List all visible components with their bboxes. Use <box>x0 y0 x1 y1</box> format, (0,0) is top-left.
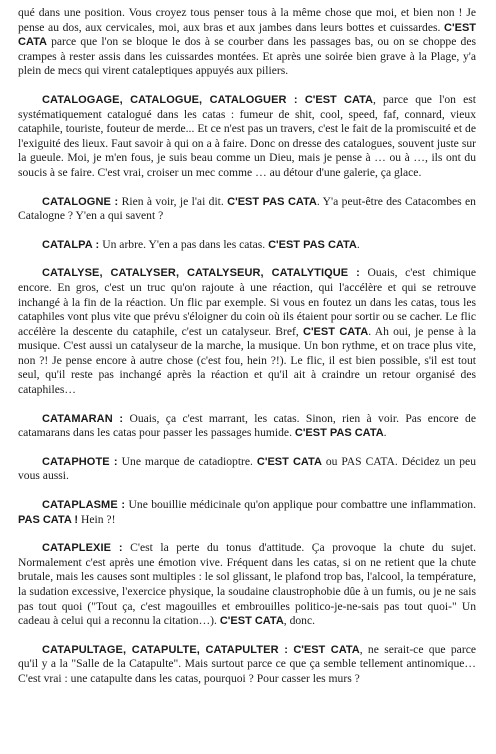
verdict-text: C'EST CATA <box>219 615 284 628</box>
entry-text: C'est la perte du tonus d'attitude. Ça provoque la chute du sujet. Normalement c'est après une émotion vive. Fréquent dans les catas, si on ne retient que la chute brutale, mais les causes sont multiples : le sol glissant, le plafond trop bas, l'alcool, la température, la sudation excessive, l'exercice physique, la soudaine claustrophobie dûe à un fumis, ou je ne sais pas tout quoi ("Tout ça, c'est magouilles et embrouilles politico-je-ne-sais pas tout quoi-" Un cadeau à celui qui a reconnu la citation…). <box>18 541 476 628</box>
entry-paragraph-catalogne <box>18 195 476 224</box>
entry-text: , donc. <box>283 614 316 628</box>
entry-headword: CATAPLEXIE : <box>42 542 123 555</box>
entry-text: ou PAS CATA. Décidez un peu vous aussi. <box>18 454 476 483</box>
verdict-text: C'EST CATA <box>18 21 476 49</box>
entry-headword: CATAPULTAGE, CATAPULTE, CATAPULTER : <box>42 643 288 656</box>
entry-paragraph-catalyse <box>18 266 476 397</box>
entry-headword: CATAMARAN : <box>42 412 124 425</box>
entry-paragraph-0 <box>18 6 476 79</box>
entry-headword: CATALOGNE : <box>42 195 119 208</box>
verdict-text: C'EST CATA <box>256 455 322 468</box>
entry-text: Un arbre. Y'en a pas dans les catas. <box>99 237 269 251</box>
entry-text: Ouais, c'est chimique encore. En gros, c'est un truc qu'on rajoute à une réaction, qui l'accélère et qui se retrouve inchangé à la fin de la réaction. Un flic par exemple. Si vous en foutez un dans les catas, tous les cataphiles vont plus vite que prévu s'éloigner du coin où ils étaient pour sortir ou se cacher. Le flic accélère la descente du cataphile, c'est un catalyseur. Bref, <box>18 266 476 338</box>
entry-text: Rien à voir, je l'ai dit. <box>118 194 228 208</box>
entry-paragraph-catapultage <box>18 643 476 687</box>
entry-text: . Y'a peut-être des Catacombes en Catalogne ? Y'en a qui savent ? <box>18 194 476 223</box>
entry-paragraph-cataphote <box>18 455 476 484</box>
entry-text: , parce que l'on est systématiquement catalogué dans les catas : fumeur de shit, cool, speed, faf, connard, vieux cataphile, touriste, fouteur de merde... Et ce n'est pas un travers, c'est le fait de la promiscuité et de l'exiguité des lieux. Faut savoir à qui on a à faire. Donc on dresse des catalogues, souvent juste sur la gueule. Moi, je m'en fous, je suis beau comme un Dieu, mais je pense à … ou à …, ils ont du soucis à se faire. C'est vrai, croiser un mec comme … au détour d'une galerie, ça glace. <box>18 92 476 179</box>
entry-text: Une bouillie médicinale qu'on applique pour combattre une inflammation. <box>125 498 476 512</box>
entry-text: . <box>356 237 360 251</box>
entry-text: . Ah oui, je pense à la musique. C'est aussi un catalyseur de la marche, la musique. Un bon rythme, et on trace plus vite, non ?! Je pense encore à autre chose (c'est fou, hein ?!). Le flic, il est bien possible, s'il est tout seul, qu'il reste pas inchangé après la réaction et qu'il ait à craindre un retour organisé des cataphiles… <box>18 324 476 397</box>
entry-headword: CATALOGAGE, CATALOGUE, CATALOGUER : <box>42 93 298 106</box>
entry-headword: CATALPA : <box>42 238 100 251</box>
entry-text <box>298 93 305 106</box>
verdict-text: C'EST PAS CATA <box>268 238 357 251</box>
entry-text: qué dans une position. Vous croyez tous penser tous à la même chose que moi, et bien non ! Je pense au dos, aux cervicales, moi, aux bras et aux jambes dans leurs bottes et cuissardes. <box>18 6 476 34</box>
entry-paragraph-catalpa <box>18 238 476 253</box>
entry-text: parce que l'on se bloque le dos à se courber dans les passages bas, ou on se choppe des crampes à rester assis dans les cuissardes montées. Et après une soirée bien grave à la Plage, y'a plein de mecs qui virent cataleptiques appuyés aux piliers. <box>18 35 476 78</box>
entry-headword: CATAPLASME : <box>42 499 126 512</box>
entry-paragraph-cataplasme <box>18 498 476 527</box>
verdict-text: C'EST PAS CATA <box>227 195 317 208</box>
entry-paragraph-cataplexie <box>18 541 476 629</box>
entry-text: , ne serait-ce que parce qu'il y a la "Salle de la Catapulte". Mais surtout parce ce que ça semble tellement antinomique… C'est vrai : une catapulte dans les catas, pourquoi ? Pour casser les murs ? <box>18 642 476 685</box>
entry-paragraph-catalogage <box>18 93 476 181</box>
verdict-text: C'EST CATA <box>303 325 369 338</box>
verdict-text: C'EST CATA <box>293 643 360 656</box>
entry-text: Hein ?! <box>78 512 116 526</box>
entry-text: Une marque de catadioptre. <box>117 454 257 468</box>
verdict-text: C'EST PAS CATA <box>294 427 384 440</box>
entry-headword: CATALYSE, CATALYSER, CATALYSEUR, CATALYTIQUE : <box>42 267 360 280</box>
entry-text: Ouais, ça c'est marrant, les catas. Sinon, rien à voir. Pas encore de catamarans dans les catas pour passer les passages humide. <box>18 411 476 440</box>
verdict-text: PAS CATA ! <box>18 513 79 526</box>
verdict-text: C'EST CATA <box>304 93 373 106</box>
entry-headword: CATAPHOTE : <box>42 455 118 468</box>
entry-text: . <box>383 426 387 440</box>
entry-paragraph-catamaran <box>18 412 476 441</box>
